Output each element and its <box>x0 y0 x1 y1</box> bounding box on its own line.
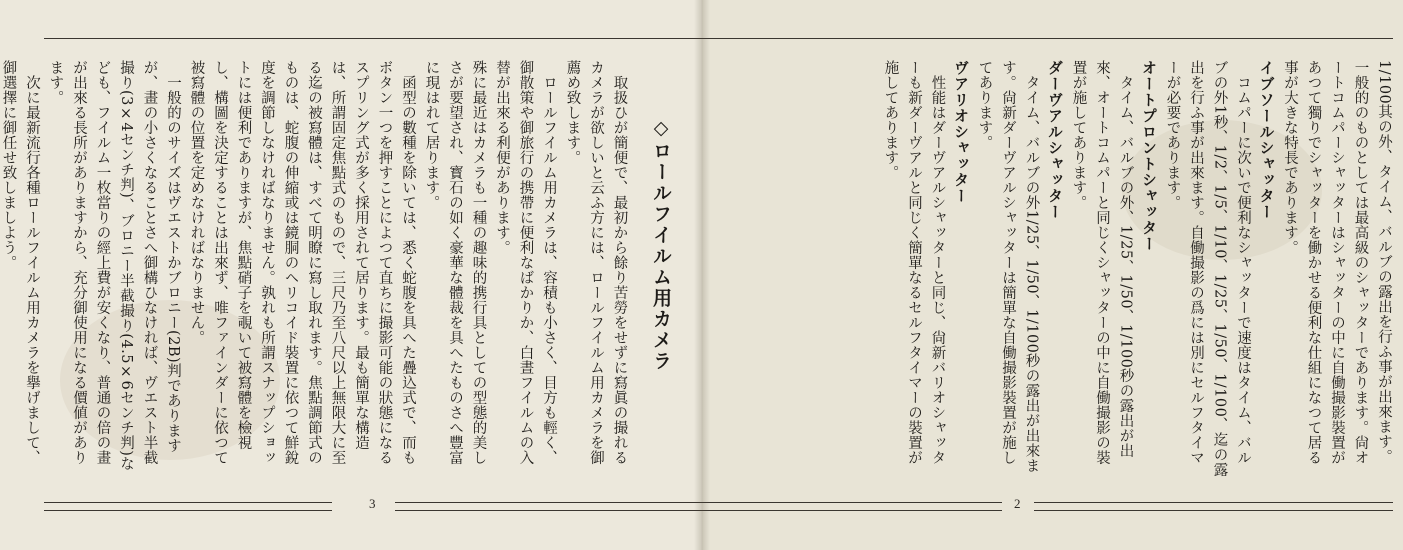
section-title-text: ロールフイルム用カメラ <box>650 141 672 372</box>
paragraph: 殊に最近はカメラも一種の趣味的携行具としての型態的美しさが要望され、寳石の如く豪華な體裁を具へたものさへ豐富に現はれて居ります。 <box>423 60 487 465</box>
paragraph: コムパーに次いで便利なシャッターで速度はタイム、バルブの外1秒、1/2、1/5、1/10、1/25、1/50、1/100、迄の露出を行ふ事が出來ます。自働撮影の爲には別にセルフタイマーが必要であります。 <box>1164 60 1251 478</box>
paragraph: 一般的のサイズはヴエストかブロニー(2B)判でありますが、畫の小さくなることさへ御構ひなければ、ヴエスト半截撮り(3×4センチ判)、ブロニー半截撮り(4.5×6センチ判)なども、フイルム一枚當りの經上費が安くなり、普通の倍の畫が出來る長所がありますから、充分御使用になる價値があります。 <box>47 60 181 472</box>
paragraph: タイム、バルブの外1/25、1/50、1/100秒の露出が出來ます。尙新ダーヴアルシャッターは簡單な自働撮影裝置が施してあります。 <box>976 60 1040 473</box>
section-title <box>649 60 673 478</box>
page-number: 3 <box>369 496 376 511</box>
paragraph: 1/100其の外、タイム、バルブの露出を行ふ事が出來ます。一般的のものとしては最高級のシャッターであります。尙オートコムパーシャッターはシャッターの中に自働撮影裝置があつて獨りでシャッターを働かせる便利な仕組になつて居る事が大きな特長であります。 <box>1282 60 1392 465</box>
footer-rule <box>1034 502 1393 511</box>
top-rule <box>44 38 702 39</box>
paragraph: タイム、バルブの外、1/25、1/50、1/100秒の露出が出來、オートコムパーと同じくシャッターの中に自働撮影の裝置が施してあります。 <box>1070 60 1134 465</box>
paragraph: 性能はダーヴアルシャッターと同じ、尙新バリオシャッターも新ダーヴアルと同じく簡單なるセルフタイマーの裝置が施してあります。 <box>882 60 946 465</box>
right-page-text <box>705 60 1395 478</box>
diamond-icon: ◇ <box>650 117 672 141</box>
book-gutter <box>694 0 710 550</box>
page-number: 2 <box>1014 496 1021 511</box>
paragraph: 取扱ひが簡便で、最初から餘り苦勞をせずに寫眞の撮れるカメラが欲しいと云ふ方には、ロールフイルム用カメラを御薦め致します。 <box>564 60 628 465</box>
paragraph: ロールフイルム用カメラは、容積も小さく、目方も輕く、御散策や御旅行の携帶に便利なばかりか、白晝フイルムの入替が出來る利便があります。 <box>494 60 557 465</box>
footer-rule <box>44 502 332 511</box>
shutter-heading: ヴアリオシャッター <box>952 60 970 204</box>
shutter-heading: ダーヴアルシャッター <box>1046 60 1064 220</box>
left-page-text <box>0 60 690 478</box>
shutter-heading: オートプロントシャッター <box>1140 60 1158 252</box>
footer-rule <box>702 502 1002 511</box>
footer-rule <box>395 502 702 511</box>
top-rule <box>702 38 1393 39</box>
shutter-heading: イブソールシャッター <box>1257 60 1276 220</box>
paragraph: 函型の數種を除いては、悉く蛇腹を具へた疊込式で、而もボタン一つを押すことによつて直ちに撮影可能の狀態になるスプリング式が多く採用されて居ります。最も簡單な構造は、所謂固定焦點式のもので、三尺乃至八尺以上無限大に至る迄の被寫體は、すべて明瞭に寫し取れます。焦點調節式のものは、蛇腹の伸縮或は鏡胴のヘリコイド裝置に依つて鮮銳度を調節しなければなりません。孰れも所謂スナップショットには便利でありますが、焦點硝子を覗いて被寫體を檢視し、構圖を決定することは出來ず、唯ファインダーに依つて被寫體の位置を定めなければなりません。 <box>188 60 416 465</box>
right-page <box>702 0 1403 550</box>
paragraph: 次に最新流行各種ロールフイルム用カメラを擧げまして、御選擇に御任せ致しましよう。 <box>0 60 40 465</box>
